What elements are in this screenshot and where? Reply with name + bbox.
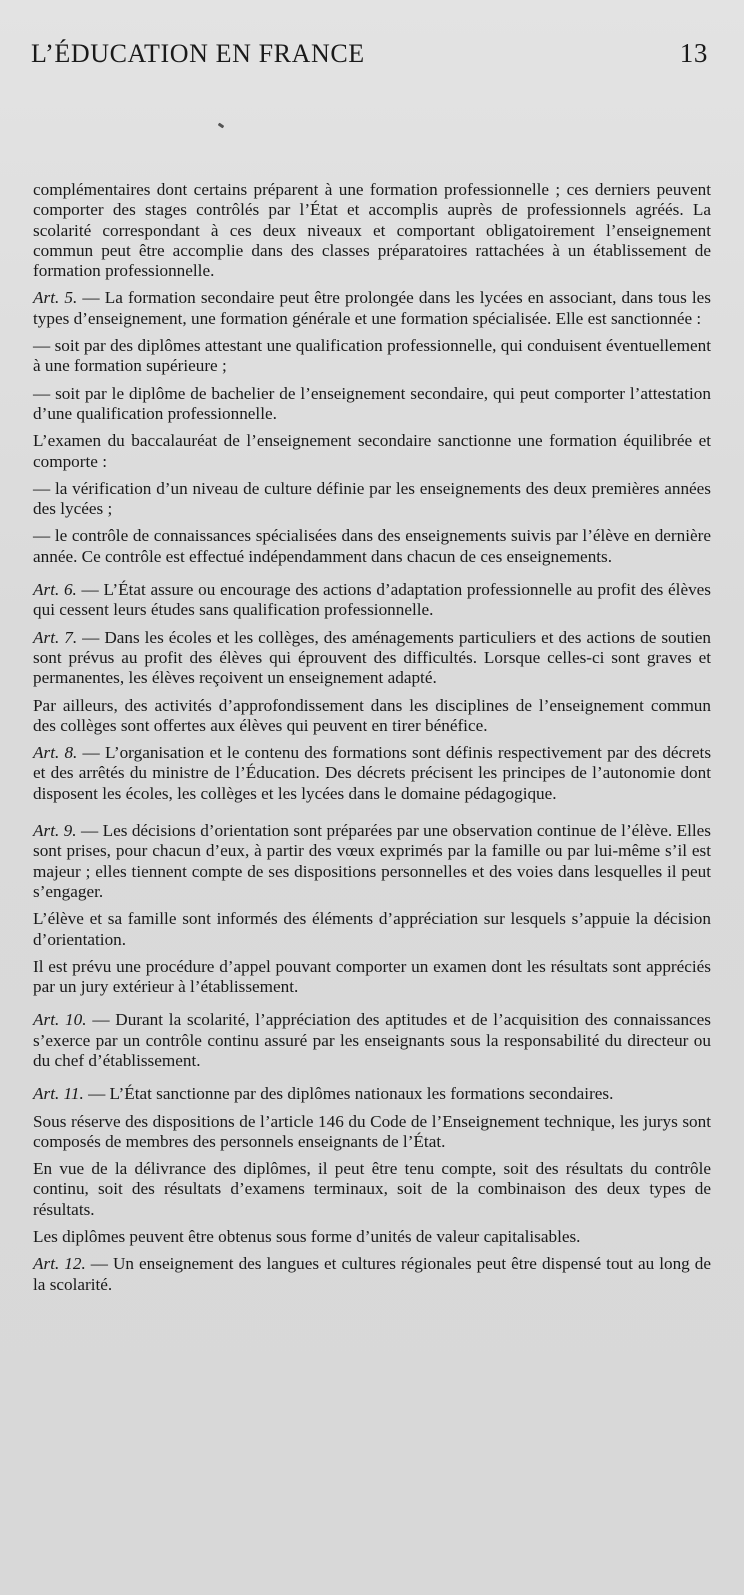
paragraph-text: — Les décisions d’orientation sont préparées par une observation continue de l’élève. Elles sont prises, pour chacun d’eux, à partir des vœux exprimés par la famille ou par lui-même s’il est majeur ; elles tiennent compte de ses dispositions personnelles et des voies dans lesquelles il peut s’engager. — [33, 821, 711, 901]
article-6 — [33, 580, 711, 621]
paragraph-text: — L’organisation et le contenu des formations sont définis respectivement par des décrets et des arrêtés du ministre de l’Éducation. Des décrets précisent les principes de l’autonomie dont disposent les écoles, les collèges et les lycées dans le domaine pédagogique. — [33, 743, 712, 803]
paragraph-text: — le contrôle de connaissances spécialisées dans des enseignements suivis par l’élève en dernière année. Ce contrôle est effectué indépendamment dans chacun de ces enseignements. — [33, 526, 711, 566]
paragraph-text: Les diplômes peuvent être obtenus sous forme d’unités de valeur capitalisables. — [33, 1227, 581, 1247]
paragraph-text: — la vérification d’un niveau de culture définie par les enseignements des deux premières années des lycées ; — [33, 478, 711, 519]
paragraph-text: complémentaires dont certains préparent à une formation professionnelle ; ces derniers peuvent comporter des stages contrôlés par l’État et accomplis auprès de professionnels agréés. La scolarité correspondant à ces deux niveaux et comportant obligatoirement l’enseignement commun peut être accomplie dans des classes préparatoires rattachées à un établissement de formation professionnelle. — [33, 180, 711, 281]
article-8 — [33, 743, 711, 804]
article-label: Art. 9. — [33, 821, 77, 841]
article-label: Art. 12. — [33, 1254, 86, 1274]
article-9 — [33, 821, 711, 902]
paragraph — [33, 957, 711, 998]
paragraph-text: — soit par le diplôme de bachelier de l’enseignement secondaire, qui peut comporter l’attestation d’une qualification professionnelle. — [33, 383, 711, 423]
paragraph — [33, 909, 711, 950]
paragraph — [33, 1227, 711, 1247]
page-number: 13 — [679, 38, 708, 68]
article-label: Art. 8. — [33, 743, 78, 763]
article-12 — [33, 1254, 711, 1295]
paragraph — [33, 696, 711, 737]
article-label: Art. 7. — [33, 627, 78, 647]
list-item — [33, 336, 711, 377]
article-10 — [33, 1010, 711, 1071]
paragraph-text: — La formation secondaire peut être prolongée dans les lycées en associant, dans tous les types d’enseignement, une formation générale et une formation spécialisée. Elle est sanctionnée : — [33, 288, 711, 328]
paragraph-text: L’examen du baccalauréat de l’enseignement secondaire sanctionne une formation équilibrée et comporte : — [33, 431, 711, 471]
paragraph-text: — L’État sanctionne par des diplômes nationaux les formations secondaires. — [83, 1084, 614, 1104]
body-text — [33, 180, 711, 1302]
list-item — [33, 384, 711, 425]
article-label: Art. 5. — [33, 288, 78, 308]
paragraph — [33, 431, 711, 472]
article-7 — [33, 628, 711, 689]
article-label: Art. 6. — [33, 580, 77, 600]
article-11 — [33, 1084, 711, 1104]
paragraph-text: En vue de la délivrance des diplômes, il peut être tenu compte, soit des résultats du contrôle continu, soit des résultats d’examens terminaux, soit de la combinaison des deux types de résultats. — [33, 1159, 711, 1219]
running-title: L’ÉDUCATION EN FRANCE — [31, 39, 365, 68]
paragraph-text: Il est prévu une procédure d’appel pouvant comporter un examen dont les résultats sont appréciés par un jury extérieur à l’établissement. — [33, 956, 711, 997]
running-header — [31, 38, 708, 74]
paragraph-text: — Un enseignement des langues et cultures régionales peut être dispensé tout au long de la scolarité. — [33, 1254, 712, 1294]
article-label: Art. 11. — [33, 1084, 84, 1104]
paragraph-text: — Durant la scolarité, l’appréciation des aptitudes et de l’acquisition des connaissances s’exerce par un contrôle continu assuré par les enseignants sous la responsabilité du directeur ou du chef d’établissement. — [33, 1010, 711, 1070]
paragraph — [33, 1159, 711, 1220]
paragraph-text: — L’État assure ou encourage des actions d’adaptation professionnelle au profit des élèves qui cessent leurs études sans qualification professionnelle. — [33, 580, 711, 620]
paragraph-text: Par ailleurs, des activités d’approfondissement dans les disciplines de l’enseignement commun des collèges sont offertes aux élèves qui peuvent en tirer bénéfice. — [33, 695, 711, 735]
paragraph-text: L’élève et sa famille sont informés des éléments d’appréciation sur lesquels s’appuie la décision d’orientation. — [33, 909, 711, 949]
article-5 — [33, 288, 711, 329]
paragraph — [33, 1112, 711, 1153]
list-item — [33, 526, 711, 567]
paragraph-text: Sous réserve des dispositions de l’article 146 du Code de l’Enseignement technique, les jurys sont composés de membres des personnels enseignants de l’État. — [33, 1111, 711, 1151]
article-label: Art. 10. — [33, 1010, 87, 1030]
paragraph-text: — soit par des diplômes attestant une qualification professionnelle, qui conduisent éventuellement à une formation supérieure ; — [33, 336, 711, 376]
paragraph-text: — Dans les écoles et les collèges, des aménagements particuliers et des actions de soutien sont prévus au profit des élèves qui éprouvent des difficultés. Lorsque celles-ci sont graves et permanentes, les élèves reçoivent un enseignement adapté. — [33, 627, 711, 688]
print-speck — [218, 123, 225, 129]
list-item — [33, 479, 711, 520]
paragraph — [33, 180, 711, 281]
